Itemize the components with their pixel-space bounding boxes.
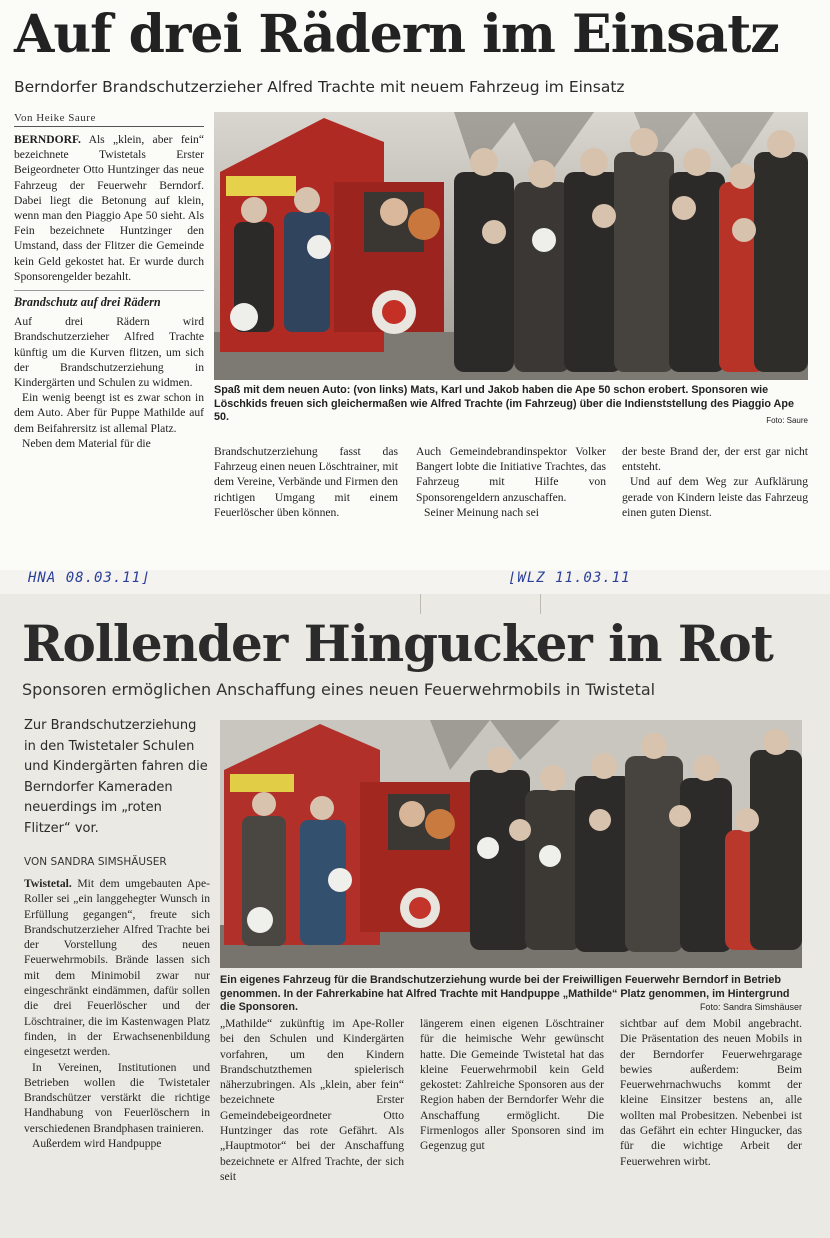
column-divider [540,594,541,614]
article2-paragraph: Außerdem wird Handpuppe [32,1137,162,1151]
article1-column-3 [416,444,606,520]
article2-subhead: Sponsoren ermöglichen Anschaffung eines neuen Feuerwehrmobils in Twistetal [22,680,656,699]
article1-dateline: BERNDORF. [14,133,81,146]
article1-column-2 [214,444,398,520]
article1-paragraph: Auf drei Rädern wird Brandschutzerzieher Alfred Trachte künftig um die Kurven flitzen, um sich der Brandschutzerziehung in Kindergärten und Schulen zu widmen. [14,315,204,390]
article1-column-4 [622,444,808,520]
article2-caption-text: Ein eigenes Fahrzeug für die Brandschutzerziehung wurde bei der Freiwilligen Feuerwehr Berndorf in Betrieb genommen. In der Fahrerkabine hat Alfred Trachte mit Handpuppe „Mathilde“ Platz genommen, im Hintergrund die Sponsoren. [220,974,790,1014]
article2-paragraph: sichtbar auf dem Mobil angebracht. Die Präsentation des neuen Mobils in der Berndorfer Feuerwehrgarage bewies außerdem: Beim Feuerwehrnachwuchs kommt der kleine Einsitzer bestens an, alle wollten mal Probesitzen. Nebenbei ist das Gefährt ein echter Hingucker, das für die wichtige Arbeit der Feuerwehren wirbt. [620,1017,802,1168]
article2-paragraph: In Vereinen, Institutionen und Betrieben wollen die Twistetaler Brandschützer verstärkt die richtige Handhabung von Feuerlöschern in verschiedenen Brandphasen trainieren. [24,1060,210,1135]
article-hna [0,0,830,570]
handwritten-note-hna: HNA 08.03.11⌋ [28,570,151,586]
article1-byline: Von Heike Saure [14,112,204,127]
article2-paragraph: „Mathilde“ zukünftig im Ape-Roller bei den Schulen und Kindergärten vorfahren, um den Kindern Brandschutzthemen spielerisch näherzubringen. Als „klein, aber fein“ bezeichnete Erster Gemeindebeigeordneter Otto Huntzinger das rote Gefährt. Als „Hauptmotor“ bei der Anschaffung bezeichnete er Alfred Trachte, der sich seit [220,1017,404,1183]
article2-column-4 [620,1016,802,1169]
article1-subhead: Berndorfer Brandschutzerzieher Alfred Trachte mit neuem Fahrzeug im Einsatz [14,78,625,96]
article1-paragraph: Seiner Meinung nach sei [424,505,539,519]
article1-paragraph: der beste Brand der, der erst gar nicht entsteht. [622,445,808,474]
article1-photo-credit: Foto: Saure [766,416,808,426]
article2-paragraph: Mit dem umgebauten Ape-Roller sei „ein langgehegter Wunsch in Erfüllung gegangen“, freute sich Brandschutzerzieher Alfred Trachte bei der Vorstellung des neuen Feuerwehrmobils. Brände lassen sich mit dem Minimobil zwar nur eingeschränkt eindämmen, dafür sollen die drei Feuerlöscher und der Löschtrainer, die im Kastenwagen Platz finden, in der Erwachsenenbildung eingesetzt werden. [24,877,210,1059]
article1-interhead: Brandschutz auf drei Rädern [14,290,204,310]
article1-paragraph: Ein wenig beengt ist es zwar schon in dem Auto. Aber für Puppe Mathilde auf dem Beifahrersitz ist allemal Platz. [14,391,204,435]
column-divider [420,594,421,614]
article2-dateline: Twistetal. [24,877,72,890]
article2-photo-credit: Foto: Sandra Simshäuser [699,1002,802,1013]
article1-paragraph: Und auf dem Weg zur Aufklärung gerade von Kindern leiste das Fahrzeug einen guten Dienst. [622,475,808,519]
article1-photo [214,112,808,380]
article2-headline: Rollender Hingucker in Rot [22,614,773,673]
article2-photo [220,720,802,968]
article1-headline: Auf drei Rädern im Einsatz [14,4,779,65]
article1-column-1 [14,132,204,451]
article2-column-2 [220,1016,404,1184]
article2-byline: VON SANDRA SIMSHÄUSER [24,856,167,868]
article2-paragraph: längerem einen eigenen Löschtrainer für die heimische Wehr gewünscht hatte. Die Gemeinde Twistetal hat das kleine Feuerwehrmobil kein Geld gekostet: Zahlreiche Sponsoren aus der Region haben der Berndorfer Wehr die Anschaffung ermöglicht. Die Firmenlogos aller Sponsoren sind im Gegenzug gut [420,1017,604,1153]
article2-column-3 [420,1016,604,1154]
article1-caption [214,384,808,428]
article1-caption-text: Spaß mit dem neuen Auto: (von links) Mats, Karl und Jakob haben die Ape 50 schon erobert. Sponsoren wie Löschkids freuen sich gleichermaßen wie Alfred Trachte (im Fahrzeug) über die Indienststellung des Piaggio Ape 50. [214,384,794,424]
handwritten-note-wlz: ⌊WLZ 11.03.11 [508,570,631,586]
article2-intro: Zur Brandschutzerziehung in den Twistetaler Schulen und Kindergärten fahren die Berndorfer Kameraden neuerdings im „roten Flitzer“ vor. [24,718,208,836]
article1-paragraph: Als „klein, aber fein“ bezeichnete Twistetals Erster Beigeordneter Otto Huntzinger das neue Fahrzeug der Feuerwehr Berndorf. Dabei liegt die Betonung auf klein, wenn man den Piaggio Ape 50 sieht. Als Fein bezeichnete Huntzinger den Umstand, dass der Flitzer die Gemeinde kein Geld gekostet hat. Er wurde durch Sponsorengelder bezahlt. [14,133,204,283]
article2-column-1 [24,876,210,1151]
article1-paragraph: Brandschutzerziehung fasst das Fahrzeug einen neuen Löschtrainer, mit dem Vereine, Verbände und Firmen den richtigen Umgang mit einem Feuerlöscher üben können. [214,445,398,519]
article1-paragraph: Neben dem Material für die [22,436,151,450]
article-wlz [0,594,830,1238]
article2-caption [220,974,802,1015]
article1-paragraph: Auch Gemeindebrandinspektor Volker Bangert lobte die Initiative Trachtes, das Fahrzeug mit Hilfe von Sponsorengeldern anzuschaffen. [416,445,606,504]
